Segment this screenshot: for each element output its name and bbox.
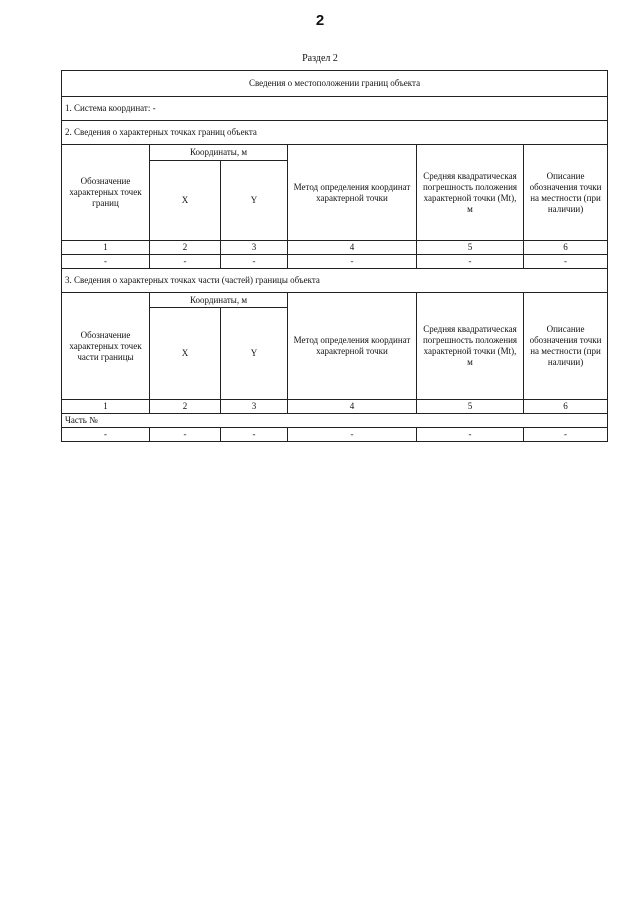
s3-col-point-designation: Обозначение характерных точек части границы	[62, 293, 150, 400]
s2-col-description: Описание обозначения точки на местности (при наличии)	[524, 145, 608, 241]
s2-col-number: 3	[221, 241, 288, 255]
s2-coords-header: Координаты, м	[150, 145, 288, 161]
s2-cell: -	[524, 255, 608, 269]
s3-col-number: 3	[221, 400, 288, 414]
s2-col-number: 2	[150, 241, 221, 255]
s3-col-y: Y	[221, 308, 288, 400]
s2-col-number: 1	[62, 241, 150, 255]
s3-col-description: Описание обозначения точки на местности (при наличии)	[524, 293, 608, 400]
s3-cell: -	[150, 428, 221, 442]
s3-column-numbers-row	[62, 400, 608, 414]
s3-cell: -	[417, 428, 524, 442]
page-number: 2	[315, 12, 325, 29]
s3-cell: -	[524, 428, 608, 442]
s3-cell: -	[221, 428, 288, 442]
s2-cell: -	[150, 255, 221, 269]
s2-cell: -	[62, 255, 150, 269]
s3-cell: -	[62, 428, 150, 442]
s2-col-error: Средняя квадратическая погрешность положения характерной точки (Mt), м	[417, 145, 524, 241]
part-number-row: Часть №	[62, 414, 608, 428]
coordinate-system-row: 1. Система координат: -	[62, 97, 608, 121]
s2-col-point-designation: Обозначение характерных точек границ	[62, 145, 150, 241]
section2-title: 2. Сведения о характерных точках границ объекта	[62, 121, 608, 145]
s2-cell: -	[221, 255, 288, 269]
section-label: Раздел 2	[302, 53, 338, 64]
s3-data-row	[62, 428, 608, 442]
s2-col-number: 4	[288, 241, 417, 255]
s3-col-number: 4	[288, 400, 417, 414]
s2-data-row	[62, 255, 608, 269]
s3-col-number: 1	[62, 400, 150, 414]
section3-title: 3. Сведения о характерных точках части (частей) границы объекта	[62, 269, 608, 293]
s3-col-number: 6	[524, 400, 608, 414]
s2-col-number: 5	[417, 241, 524, 255]
s2-cell: -	[417, 255, 524, 269]
s3-col-x: X	[150, 308, 221, 400]
boundary-table	[61, 70, 608, 442]
table-title: Сведения о местоположении границ объекта	[62, 71, 608, 97]
s3-col-number: 2	[150, 400, 221, 414]
s3-col-number: 5	[417, 400, 524, 414]
s2-col-x: X	[150, 161, 221, 241]
s3-cell: -	[288, 428, 417, 442]
s2-col-method: Метод определения координат характерной точки	[288, 145, 417, 241]
s3-coords-header: Координаты, м	[150, 293, 288, 308]
s2-cell: -	[288, 255, 417, 269]
s2-column-numbers-row	[62, 241, 608, 255]
s2-col-number: 6	[524, 241, 608, 255]
s3-col-method: Метод определения координат характерной точки	[288, 293, 417, 400]
s2-col-y: Y	[221, 161, 288, 241]
s3-col-error: Средняя квадратическая погрешность положения характерной точки (Mt), м	[417, 293, 524, 400]
